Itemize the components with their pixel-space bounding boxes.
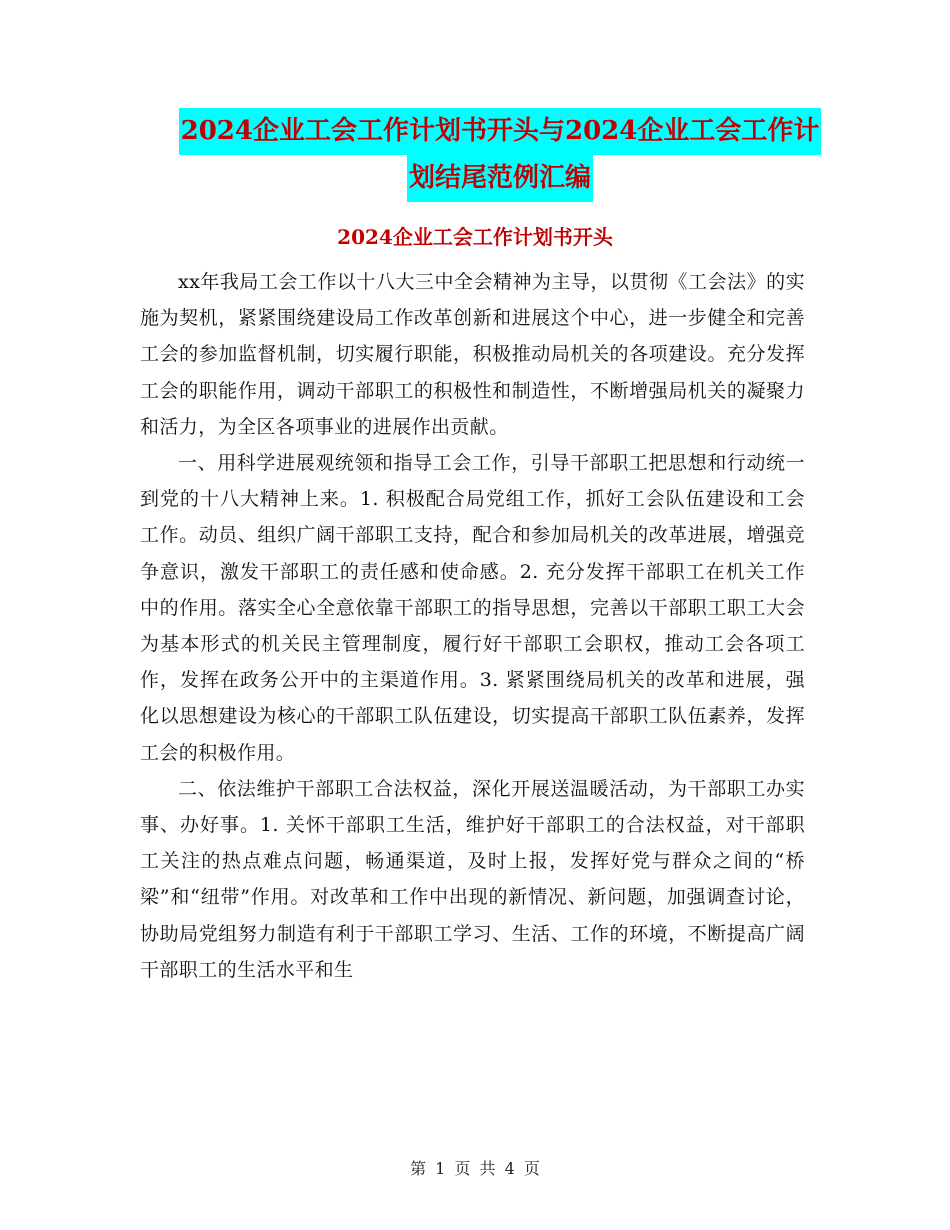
document-title — [100, 108, 900, 202]
section-heading: 2024企业工会工作计划书开头 — [337, 225, 613, 249]
title-line-1: 2024企业工会工作计划书开头与2024企业工会工作计 — [179, 108, 822, 155]
page-footer: 第 1 页 共 4 页 — [410, 1159, 540, 1178]
document-body — [140, 264, 805, 988]
paragraph-section-1: 一、用科学进展观统领和指导工会工作，引导干部职工把思想和行动统一到党的十八大精神上来。1. 积极配合局党组工作，抓好工会队伍建设和工会工作。动员、组织广阔干部职工支持，配合和参加局机关的改革进展，增强竞争意识，激发干部职工的责任感和使命感。2. 充分发挥干部职工在机关工作中的作用。落实全心全意依靠干部职工的指导思想，完善以干部职工职工大会为基本形式的机关民主管理制度，履行好干部职工会职权，推动工会各项工作，发挥在政务公开中的主渠道作用。3. 紧紧围绕局机关的改革和进展，强化以思想建设为核心的干部职工队伍建设，切实提高干部职工队伍素养，发挥工会的积极作用。 — [140, 452, 805, 764]
paragraph-intro: xx年我局工会工作以十八大三中全会精神为主导，以贯彻《工会法》的实施为契机，紧紧围绕建设局工作改革创新和进展这个中心，进一步健全和完善工会的参加监督机制，切实履行职能，积极推动局机关的各项建设。充分发挥工会的职能作用，调动干部职工的积极性和制造性，不断增强局机关的凝聚力和活力，为全区各项事业的进展作出贡献。 — [140, 271, 805, 438]
paragraph-section-2: 二、依法维护干部职工合法权益，深化开展送温暖活动，为干部职工办实事、办好事。1. 关怀干部职工生活，维护好干部职工的合法权益，对干部职工关注的热点难点问题，畅通渠道，及时上报，发挥好党与群众之间的“桥梁”和“纽带”作用。对改革和工作中出现的新情况、新问题，加强调查讨论，协助局党组努力制造有利于干部职工学习、生活、工作的环境，不断提高广阔干部职工的生活水平和生 — [140, 777, 805, 981]
title-line-2: 划结尾范例汇编 — [407, 155, 593, 202]
